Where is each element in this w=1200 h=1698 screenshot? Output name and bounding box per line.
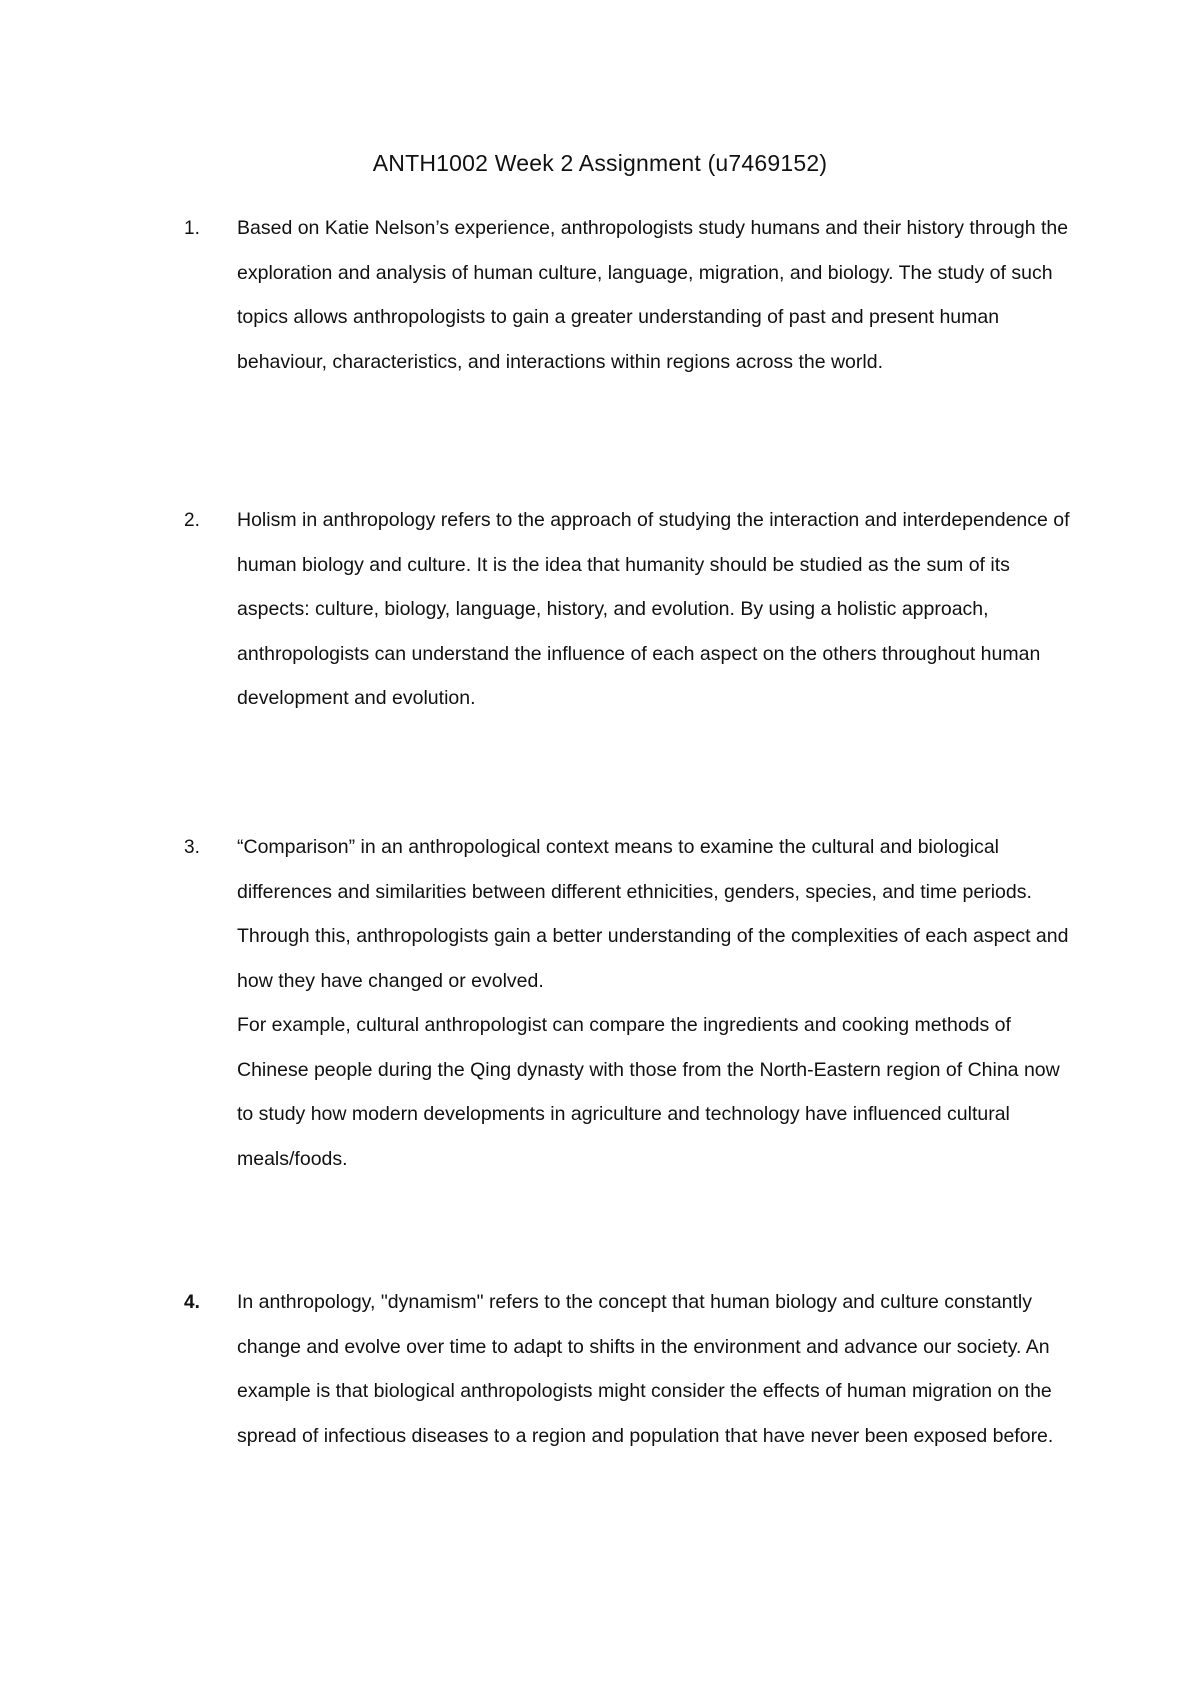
question-2-answer bbox=[237, 498, 1072, 721]
question-4-number: 4. bbox=[184, 1292, 200, 1313]
question-1-answer bbox=[237, 206, 1072, 384]
question-4-paragraph: In anthropology, "dynamism" refers to the concept that human biology and culture constantly change and evolve over time to adapt to shifts in the environment and advance our society. An example is that biological anthropologists might consider the effects of human migration on the spread of infectious diseases to a region and population that have never been exposed before. bbox=[237, 1291, 1054, 1447]
document-title: ANTH1002 Week 2 Assignment (u7469152) bbox=[372, 150, 828, 176]
question-3-paragraph-1: “Comparison” in an anthropological context means to examine the cultural and biological differences and similarities between different ethnicities, genders, species, and time periods. Through this, anthropologists gain a better understanding of the complexities of each aspect and how they have changed or evolved. bbox=[237, 836, 1069, 992]
question-3-paragraph-2: For example, cultural anthropologist can compare the ingredients and cooking methods of Chinese people during the Qing dynasty with those from the North-Eastern region of China now to study how modern developments in agriculture and technology have influenced cultural meals/foods. bbox=[237, 1014, 1060, 1170]
question-2-number: 2. bbox=[184, 510, 200, 531]
question-2-paragraph: Holism in anthropology refers to the approach of studying the interaction and interdependence of human biology and culture. It is the idea that humanity should be studied as the sum of its aspects: culture, biology, language, history, and evolution. By using a holistic approach, anthropologists can understand the influence of each aspect on the others throughout human development and evolution. bbox=[237, 509, 1070, 709]
question-3-answer bbox=[237, 825, 1072, 1181]
question-3-number: 3. bbox=[184, 837, 200, 858]
question-1-paragraph: Based on Katie Nelson’s experience, anthropologists study humans and their history through the exploration and analysis of human culture, language, migration, and biology. The study of such topics allows anthropologists to gain a greater understanding of past and present human behaviour, characteristics, and interactions within regions across the world. bbox=[237, 217, 1069, 373]
question-4-answer bbox=[237, 1280, 1072, 1458]
question-1-number: 1. bbox=[184, 218, 200, 239]
